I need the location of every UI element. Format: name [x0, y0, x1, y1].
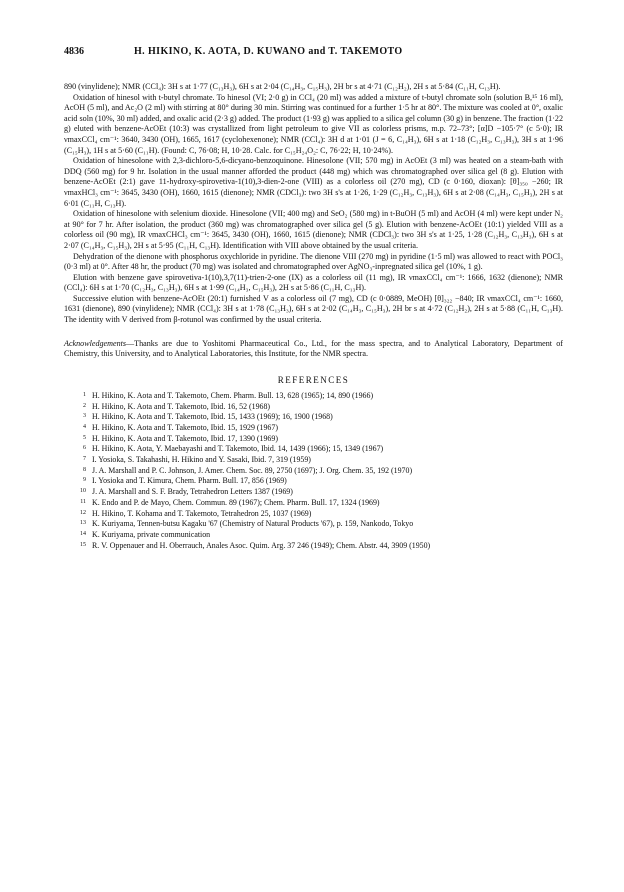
body-paragraph: Dehydration of the dienone with phosphorus oxychloride in pyridine. The dienone VIII (270 mg) in pyridine (1·5 ml) was allowed to react with POCl₃ (0·3 ml) at 0°. After 48 hr, the product (70 mg) was isolated and chromatographed over AgNO₃-inpregnated silica gel (10%, 1 g). — [64, 251, 563, 272]
reference-number: 9 — [83, 477, 86, 484]
reference-number: 3 — [83, 413, 86, 420]
reference-item — [64, 476, 563, 487]
reference-number: 14 — [80, 530, 86, 537]
acknowledgements-text: —Thanks are due to Yoshitomi Pharmaceutical Co., Ltd., for the mass spectra, and to Analytical Laboratory, Department of Chemistry, this University, and to Analytical Laboratories, this Institute, for the NMR spectra. — [64, 338, 563, 359]
reference-item — [64, 391, 563, 402]
reference-item — [64, 402, 563, 413]
reference-text: H. Hikino, T. Kohama and T. Takemoto, Tetrahedron 25, 1037 (1969) — [92, 508, 312, 518]
references-heading: REFERENCES — [277, 374, 350, 385]
reference-text: I. Yosioka, S. Takahashi, H. Hikino and Y. Sasaki, Ibid. 7, 319 (1959) — [92, 455, 311, 465]
reference-number: 7 — [83, 456, 86, 463]
body-paragraph: Oxidation of hinesol with t-butyl chromate. To hinesol (VI; 2·0 g) in CCl₄ (20 ml) was added a mixture of t-butyl chromate soln (solution B,¹⁵ 16 ml), AcOH (5 ml), and Ac₂O (2 ml) with stirring at 80° during 30 min. Stirring was continued for a further 1·5 hr at 80°. The mixture was cooled at 0°, oxalic acid soln (10%, 30 ml) added, and oxalic acid (2·3 g) added. The product (1·93 g) was applied to a silica gel column (30 g) in benzene. The fraction (1·22 g) eluted with benzene-AcOEt (10:3) was crystallized from light petroleum to give VII as colorless prisms, m.p. 72–73°; [α]D −105·7° (c 5·0); IR νmaxCCl₄ cm⁻¹: 3640, 3430 (OH), 1665, 1617 (cyclohexenone); NMR (CCl₄): 3H d at 1·01 (J = 6, C₁₄H₃), 6H s at 1·18 (C₁₂H₃, C₁₃H₃), 3H s at 1·96 (C₁₅H₃), 1H s at 5·60 (C₁₁H). (Found: C, 76·08; H, 10·28. Calc. for C₁₅H₂₄O₂: C, 76·22; H, 10·24%). — [64, 92, 563, 155]
experimental-section — [64, 82, 563, 326]
reference-item — [64, 498, 563, 509]
reference-item — [64, 466, 563, 477]
reference-number: 13 — [80, 520, 86, 527]
reference-number: 6 — [83, 445, 86, 452]
reference-item — [64, 434, 563, 445]
reference-item — [64, 519, 563, 530]
body-paragraph: Successive elution with benzene-AcOEt (20:1) furnished V as a colorless oil (7 mg), CD (c 0·0889, MeOH) [θ]₃₂₂ −840; IR νmaxCCl₄ cm⁻¹: 1660, 1631 (dienone), 890 (vinylidene); NMR (CCl₄): 3H s at 1·78 (C₁₃H₃), 6H s at 2·02 (C₁₄H₃, C₁₅H₃), 2H br s at 4·72 (C₁₂H₂), 2H s at 5·88 (C₁₁H, C₁₃H). The identity with V derived from β-rotunol was confirmed by the usual criteria. — [64, 293, 563, 325]
reference-text: H. Hikino, K. Aota and T. Takemoto, Ibid. 15, 1929 (1967) — [92, 422, 278, 432]
journal-page — [64, 46, 563, 551]
reference-item — [64, 487, 563, 498]
reference-number: 1 — [83, 391, 86, 398]
reference-item — [64, 412, 563, 423]
reference-text: H. Hikino, K. Aota and T. Takemoto, Ibid. 17, 1390 (1969) — [92, 433, 278, 443]
body-paragraph: Oxidation of hinesolone with 2,3-dichloro-5,6-dicyano-benzoquinone. Hinesolone (VII; 570 mg) in AcOEt (3 ml) was heated on a steam-bath with DDQ (560 mg) for 9 hr. Isolation in the usual manner afforded the product (448 mg) which was chromatographed over silica gel (8 g). Elution with benzene-AcOEt (2:1) gave 11-hydroxy-spirovetiva-1(10),3-dien-2-one (VIII) as a colorless oil (270 mg), CD (c 0·160, dioxan): [θ]₃₅₀ −260; IR νmaxHCl₃ cm⁻¹: 3645, 3430 (OH), 1660, 1615 (dienone); NMR (CDCl₃): two 3H s's at 1·26, 1·29 (C₁₂H₃, C₁₃H₃), 6H s at 2·08 (C₁₄H₃, C₁₅H₃), 2H s at 6·01 (C₁₁H, C₁₃H). — [64, 156, 563, 208]
body-paragraph: 890 (vinylidene); NMR (CCl₄): 3H s at 1·77 (C₁₃H₃), 6H s at 2·04 (C₁₄H₃, C₁₅H₃), 2H br s at 4·71 (C₁₂H₂), 2H s at 5·84 (C₁₁H, C₁₃H). — [64, 82, 501, 91]
reference-number: 4 — [83, 423, 86, 430]
reference-item — [64, 509, 563, 520]
reference-number: 11 — [80, 498, 86, 505]
reference-item — [64, 423, 563, 434]
reference-text: K. Kuriyama, Tennen-butsu Kagaku '67 (Chemistry of Natural Products '67), p. 159, Nankodo, Tokyo — [92, 519, 414, 529]
reference-text: H. Hikino, K. Aota and T. Takemoto, Chem. Pharm. Bull. 13, 628 (1965); 14, 890 (1966) — [92, 390, 374, 400]
reference-number: 12 — [80, 509, 86, 516]
reference-text: J. A. Marshall and P. C. Johnson, J. Amer. Chem. Soc. 89, 2750 (1697); J. Org. Chem. 35, 192 (1970) — [92, 465, 413, 475]
reference-number: 10 — [80, 488, 86, 495]
reference-text: R. V. Oppenauer and H. Oberrauch, Anales Asoc. Quim. Arg. 37 246 (1949); Chem. Abstr. 44, 3909 (1950) — [92, 540, 431, 550]
reference-item — [64, 530, 563, 541]
reference-text: K. Kuriyama, private communication — [92, 529, 211, 539]
reference-number: 5 — [83, 434, 86, 441]
reference-number: 2 — [83, 402, 86, 409]
page-number: 4836 — [64, 46, 84, 57]
reference-item — [64, 541, 563, 552]
reference-number: 15 — [80, 541, 86, 548]
reference-text: H. Hikino, K. Aota, Y. Maebayashi and T. Takemoto, Ibid. 14, 1439 (1966); 15, 1349 (1967) — [92, 444, 384, 454]
reference-number: 8 — [83, 466, 86, 473]
reference-item — [64, 455, 563, 466]
reference-text: K. Endo and P. de Mayo, Chem. Commun. 89 (1967); Chem. Pharm. Bull. 17, 1324 (1969) — [92, 497, 380, 507]
reference-text: J. A. Marshall and S. F. Brady, Tetrahedron Letters 1387 (1969) — [92, 487, 293, 497]
reference-text: H. Hikino, K. Aota and T. Takemoto, Ibid. 15, 1433 (1969); 16, 1900 (1968) — [92, 412, 333, 422]
body-paragraph: Elution with benzene gave spirovetiva-1(10),3,7(11)-trien-2-one (IX) as a colorless oil (11 mg), IR νmaxCCl₄ cm⁻¹: 1666, 1632 (dienone); NMR (CCl₄): 6H s at 1·70 (C₁₂H₃, C₁₃H₃), 6H s at 1·99 (C₁₄H₃, C₁₅H₃), 2H s at 5·86 (C₁₁H, C₁₃H). — [64, 272, 563, 293]
reference-text: I. Yosioka and T. Kimura, Chem. Pharm. Bull. 17, 856 (1969) — [92, 476, 287, 486]
running-head: H. HIKINO, K. AOTA, D. KUWANO and T. TAKEMOTO — [134, 46, 403, 57]
references-list — [64, 391, 563, 552]
body-paragraph: Oxidation of hinesolone with selenium dioxide. Hinesolone (VII; 400 mg) and SeO₂ (580 mg) in t-BuOH (5 ml) and AcOH (4 ml) were kept under N₂ at 90° for 7 hr. After isolation, the product (360 mg) was chromatographed over silica gel (5 g). Elution with benzene-AcOEt (10:1) yielded VIII as a colorless oil (90 mg), IR νmaxCHCl₃ cm⁻¹: 3645, 3430 (OH), 1660, 1615 (dienone); NMR (CDCl₃): two 3H s's at 1·25, 1·28 (C₁₂H₃, C₁₃H₃), 6H s at 2·07 (C₁₄H₃, C₁₅H₃), 2H s at 5·95 (C₁₁H, C₁₃H). Identification with VIII above obtained by the usual criteria. — [64, 209, 563, 250]
reference-text: H. Hikino, K. Aota and T. Takemoto, Ibid. 16, 52 (1968) — [92, 401, 271, 411]
page-header — [64, 46, 563, 64]
acknowledgements — [64, 339, 563, 360]
reference-item — [64, 444, 563, 455]
acknowledgements-label: Acknowledgements — [64, 338, 127, 348]
